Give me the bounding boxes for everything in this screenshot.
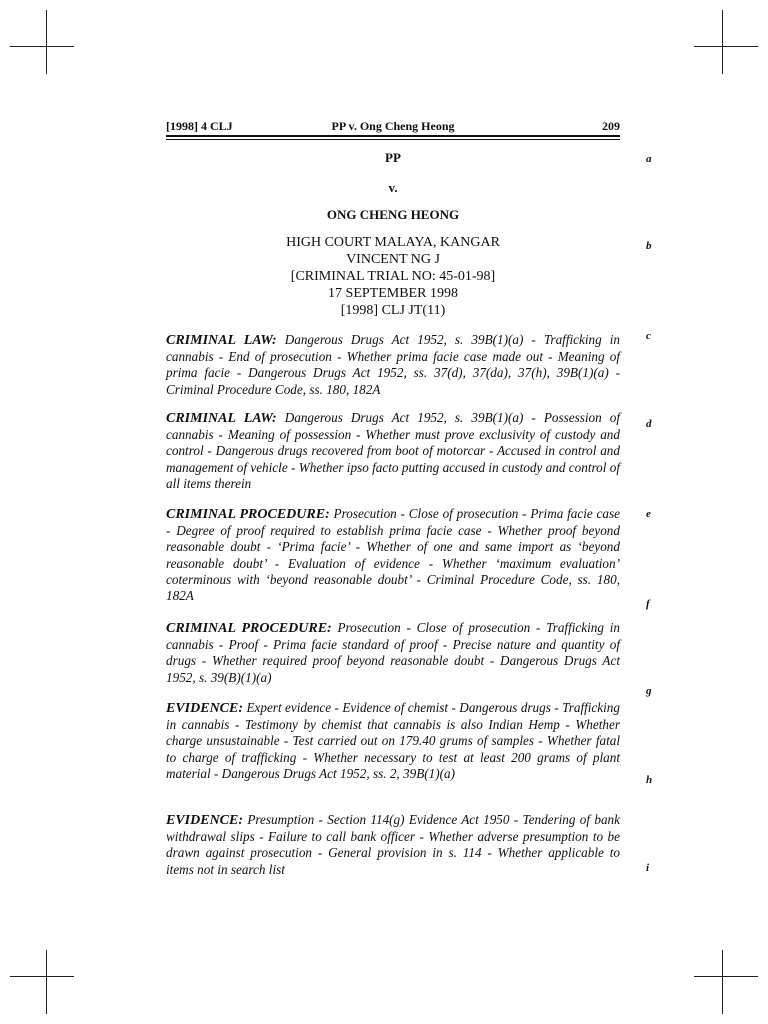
margin-letter-e: e [646,508,651,520]
judge-name: VINCENT NG J [346,252,440,267]
crop-mark-tr-v [722,10,723,74]
running-header [166,118,620,134]
headnote-topic: EVIDENCE: [166,701,244,716]
crop-mark-bl-v [46,950,47,1014]
party-prosecutor: PP [385,150,401,165]
headnote-topic: CRIMINAL PROCEDURE: [166,507,330,522]
headnote-6 [166,812,620,878]
crop-mark-br-v [722,950,723,1014]
headnote-text: Prosecution - Close of prosecution - Trafficking in cannabis - Proof - Prima facie standard of proof - Precise nature and quantity of drugs - Whether required proof beyond reasonable doubt - Dangerous Drugs Act 1952, s. 39(B)(1)(a) [166,620,620,685]
margin-letter-c: c [646,330,651,342]
versus: v. [388,180,398,195]
headnote-4 [166,620,620,686]
report-citation: [1998] CLJ JT(11) [340,303,446,318]
headnote-topic: CRIMINAL PROCEDURE: [166,621,332,636]
headnote-5 [166,700,620,782]
margin-letter-f: f [646,598,650,610]
judgment-date: 17 SEPTEMBER 1998 [328,286,458,301]
crop-mark-tr-h [694,46,758,47]
header-page-number: 209 [602,119,620,133]
headnote-2 [166,410,620,492]
margin-letter-g: g [646,685,652,697]
court-details [166,234,620,319]
margin-letter-h: h [646,774,653,786]
headnote-text: Dangerous Drugs Act 1952, s. 39B(1)(a) - Possession of cannabis - Meaning of possession - Whether must prove exclusivity of custody and control - Dangerous drugs recovered from boot of motorcar - Accused in control and management of vehicle - Whether ipso facto putting accused in custody and control of all items therein [166,410,620,491]
header-rule-thick [166,135,620,137]
headnote-text: Expert evidence - Evidence of chemist - Dangerous drugs - Trafficking in cannabis - Testimony by chemist that cannabis is also Indian Hemp - Whether charge unsustainable - Test carried out on 179.40 grums of samples - Whether fatal to charge of trafficking - Whether necessary to test at least 200 grams of plant material - Dangerous Drugs Act 1952, ss. 2, 39B(1)(a) [166,700,620,781]
headnote-topic: CRIMINAL LAW: [166,411,277,426]
case-number: [CRIMINAL TRIAL NO: 45-01-98] [290,269,496,284]
headnote-3 [166,506,620,604]
headnote-text: Dangerous Drugs Act 1952, s. 39B(1)(a) - Trafficking in cannabis - End of prosecution - Whether prima facie case made out - Meaning of prima facie - Dangerous Drugs Act 1952, ss. 37(d), 37(da), 37(h), 39B(1)(a) - Criminal Procedure Code, ss. 180, 182A [166,332,620,397]
crop-mark-bl-h [10,976,74,977]
header-rule-thin [166,139,620,140]
party-accused: ONG CHENG HEONG [326,207,460,222]
header-case-title: PP v. Ong Cheng Heong [331,119,455,133]
crop-mark-tl-h [10,46,74,47]
headnote-1 [166,332,620,398]
margin-letter-i: i [646,862,650,874]
headnote-topic: EVIDENCE: [166,813,244,828]
header-citation: [1998] 4 CLJ [166,119,233,133]
headnote-text: Presumption - Section 114(g) Evidence Act 1950 - Tendering of bank withdrawal slips - Failure to call bank officer - Whether adverse presumption to be drawn against prosecution - General provision in s. 114 - Whether applicable to items not in search list [166,812,620,877]
court-name: HIGH COURT MALAYA, KANGAR [286,235,500,250]
margin-letter-d: d [646,418,652,430]
crop-mark-tl-v [46,10,47,74]
crop-mark-br-h [694,976,758,977]
margin-letter-b: b [646,240,652,252]
headnote-text: Prosecution - Close of prosecution - Prima facie case - Degree of proof required to establish prima facie case - Whether proof beyond reasonable doubt - ‘Prima facie’ - Whether of one and same import as ‘beyond reasonable doubt’ - Evaluation of evidence - Whether ‘maximum evaluation’ coterminous with ‘beyond reasonable doubt’ - Criminal Procedure Code, ss. 180, 182A [166,506,620,604]
margin-letter-a: a [646,153,652,165]
headnote-topic: CRIMINAL LAW: [166,333,277,348]
